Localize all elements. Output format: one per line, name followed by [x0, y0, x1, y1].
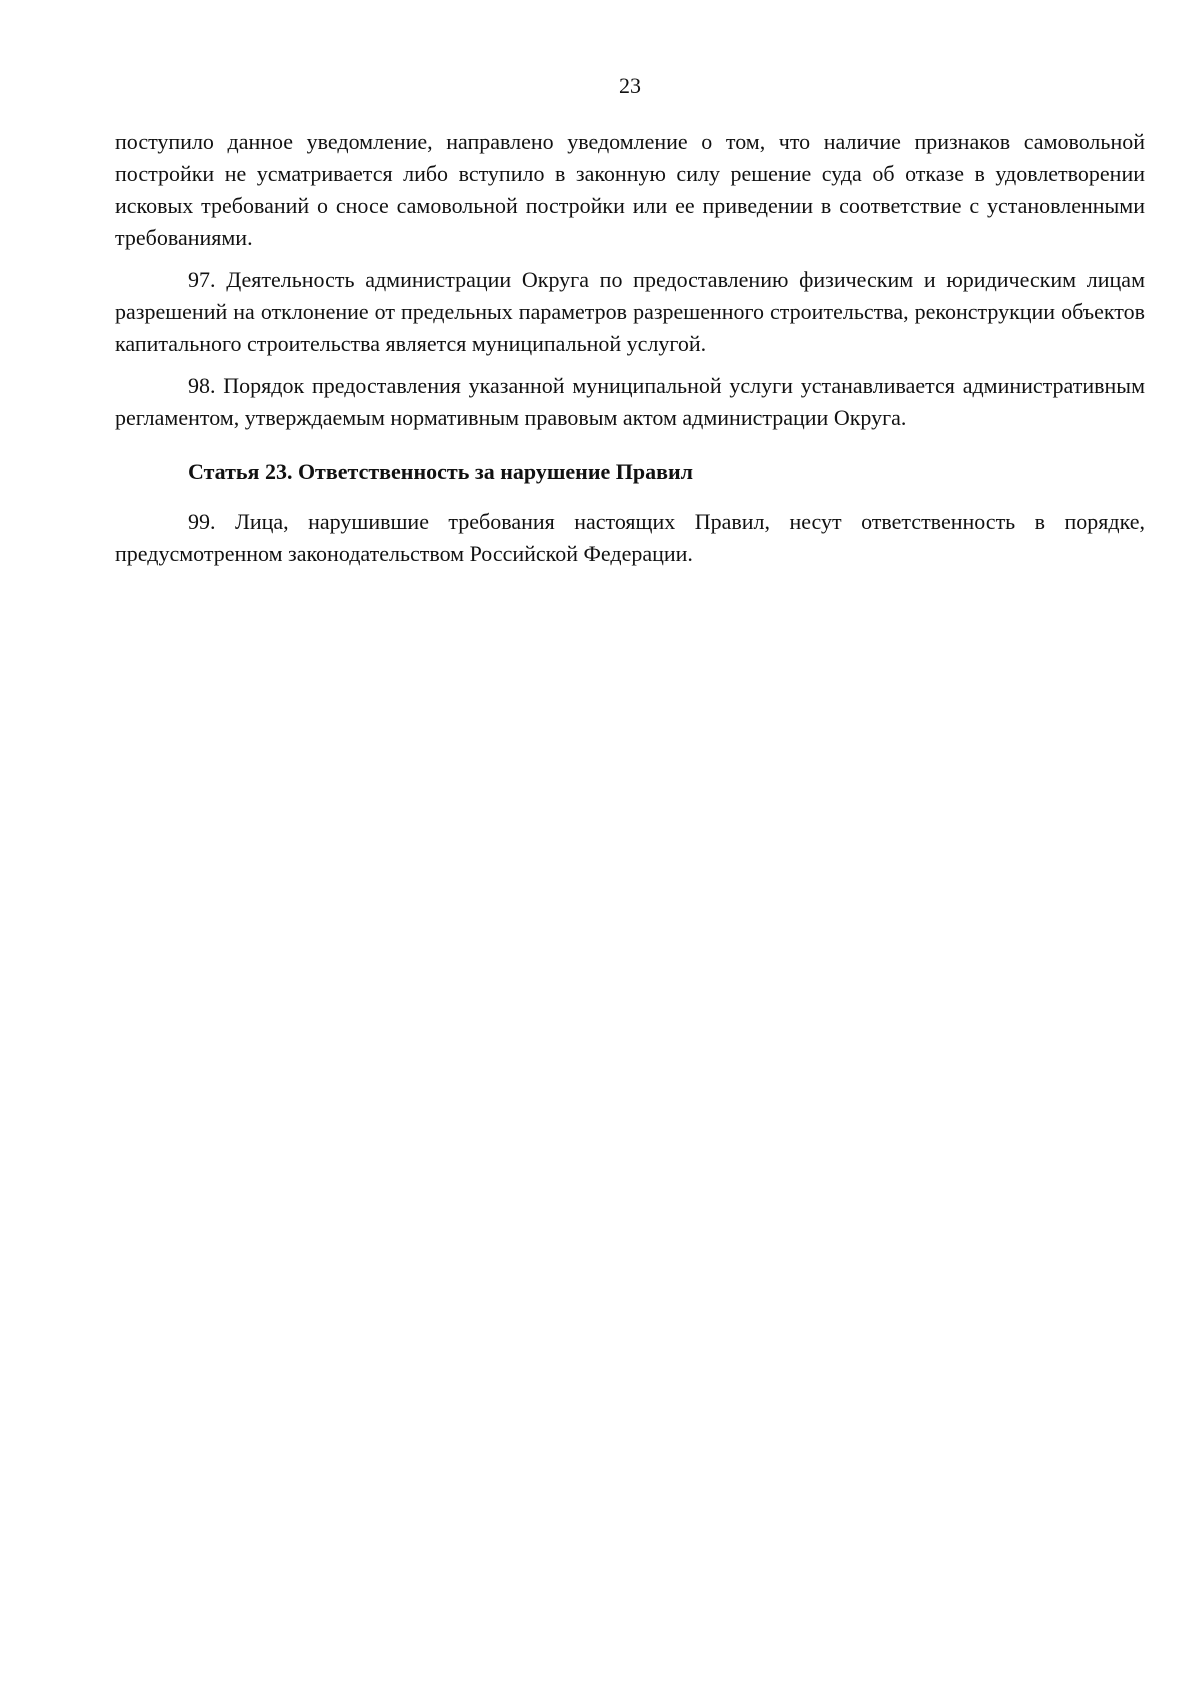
document-body [115, 126, 1145, 570]
paragraph-continuation: поступило данное уведомление, направлено уведомление о том, что наличие признаков самовольной постройки не усматривается либо вступило в законную силу решение суда об отказе в удовлетворении исковых требований о сносе самовольной постройки или ее приведении в соответствие с установленными требованиями. [115, 129, 1145, 250]
paragraph-97: 97. Деятельность администрации Округа по предоставлению физическим и юридическим лицам разрешений на отклонение от предельных параметров разрешенного строительства, реконструкции объектов капитального строительства является муниципальной услугой. [115, 267, 1145, 356]
article-heading: Статья 23. Ответственность за нарушение Правил [188, 459, 694, 484]
paragraph-99: 99. Лица, нарушившие требования настоящих Правил, несут ответственность в порядке, предусмотренном законодательством Российской Федерации. [115, 509, 1145, 566]
paragraph-98: 98. Порядок предоставления указанной муниципальной услуги устанавливается административным регламентом, утверждаемым нормативным правовым актом администрации Округа. [115, 373, 1145, 430]
page-number: 23 [619, 73, 641, 98]
